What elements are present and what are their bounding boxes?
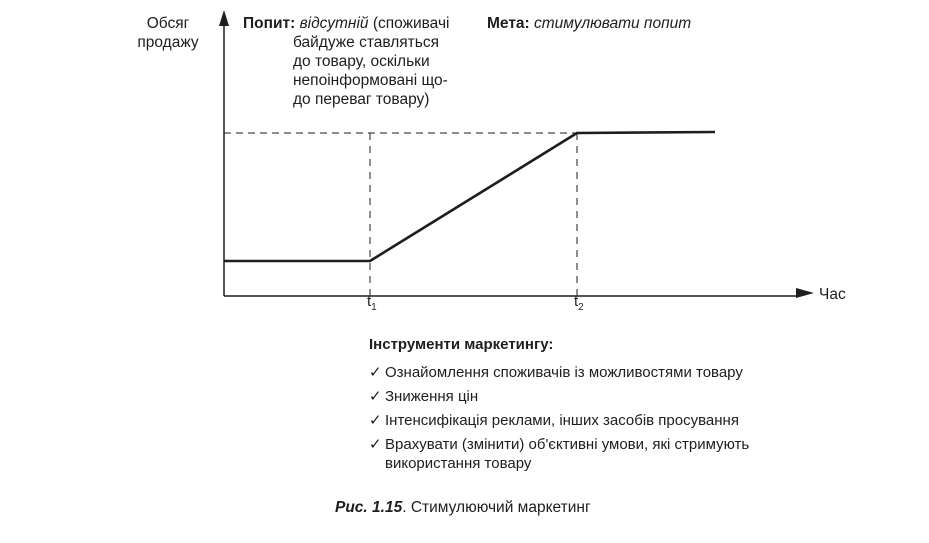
tick-t2-sub: 2 <box>578 302 584 313</box>
demand-label: Попит: <box>243 15 296 32</box>
tick-t1-sub: 1 <box>371 302 377 313</box>
tick-t1-base: t <box>367 293 372 310</box>
tool-text: Ознайомлення споживачів із можливостями товару <box>385 364 743 381</box>
x-axis-label: Час <box>819 286 846 303</box>
goal-label: Мета: <box>487 15 530 32</box>
figure-caption <box>335 498 591 517</box>
tools-title: Інструменти маркетингу: <box>369 336 554 353</box>
demand-text-line: непоінформовані що- <box>293 72 448 89</box>
caption-label: Рис. 1.15 <box>335 499 403 516</box>
list-item <box>369 411 805 430</box>
goal-annotation <box>487 14 691 33</box>
goal-value: стимулювати попит <box>534 15 692 32</box>
sales-curve <box>224 132 715 261</box>
y-axis-label-line: продажу <box>137 34 199 51</box>
check-icon: ✓ <box>369 388 382 405</box>
list-item <box>369 435 805 473</box>
demand-text-line: до товару, оскільки <box>293 53 430 70</box>
x-axis-arrow <box>796 288 814 298</box>
demand-text-line: байдуже ставляться <box>293 34 439 51</box>
tool-text: Інтенсифікація реклами, інших засобів просування <box>385 412 739 429</box>
y-axis-label-line: Обсяг <box>146 15 190 32</box>
check-icon: ✓ <box>369 412 382 429</box>
y-axis-label <box>126 14 210 52</box>
tools-list <box>369 363 805 478</box>
demand-text-line: (споживачі <box>368 15 450 32</box>
demand-annotation <box>243 14 449 109</box>
tool-text: Врахувати (змінити) об'єктивні умови, які стримують використання товару <box>385 436 750 472</box>
tool-text: Зниження цін <box>385 388 479 405</box>
demand-text-line: до переваг товару) <box>293 91 430 108</box>
caption-text: . Стимулюючий маркетинг <box>402 499 591 516</box>
tick-t1 <box>367 293 377 313</box>
check-icon: ✓ <box>369 436 382 453</box>
y-axis-arrow <box>219 10 229 26</box>
tick-t2 <box>574 293 584 313</box>
list-item <box>369 363 805 382</box>
list-item <box>369 387 805 406</box>
check-icon: ✓ <box>369 364 382 381</box>
demand-value: відсутній <box>299 15 369 32</box>
tick-t2-base: t <box>574 293 579 310</box>
